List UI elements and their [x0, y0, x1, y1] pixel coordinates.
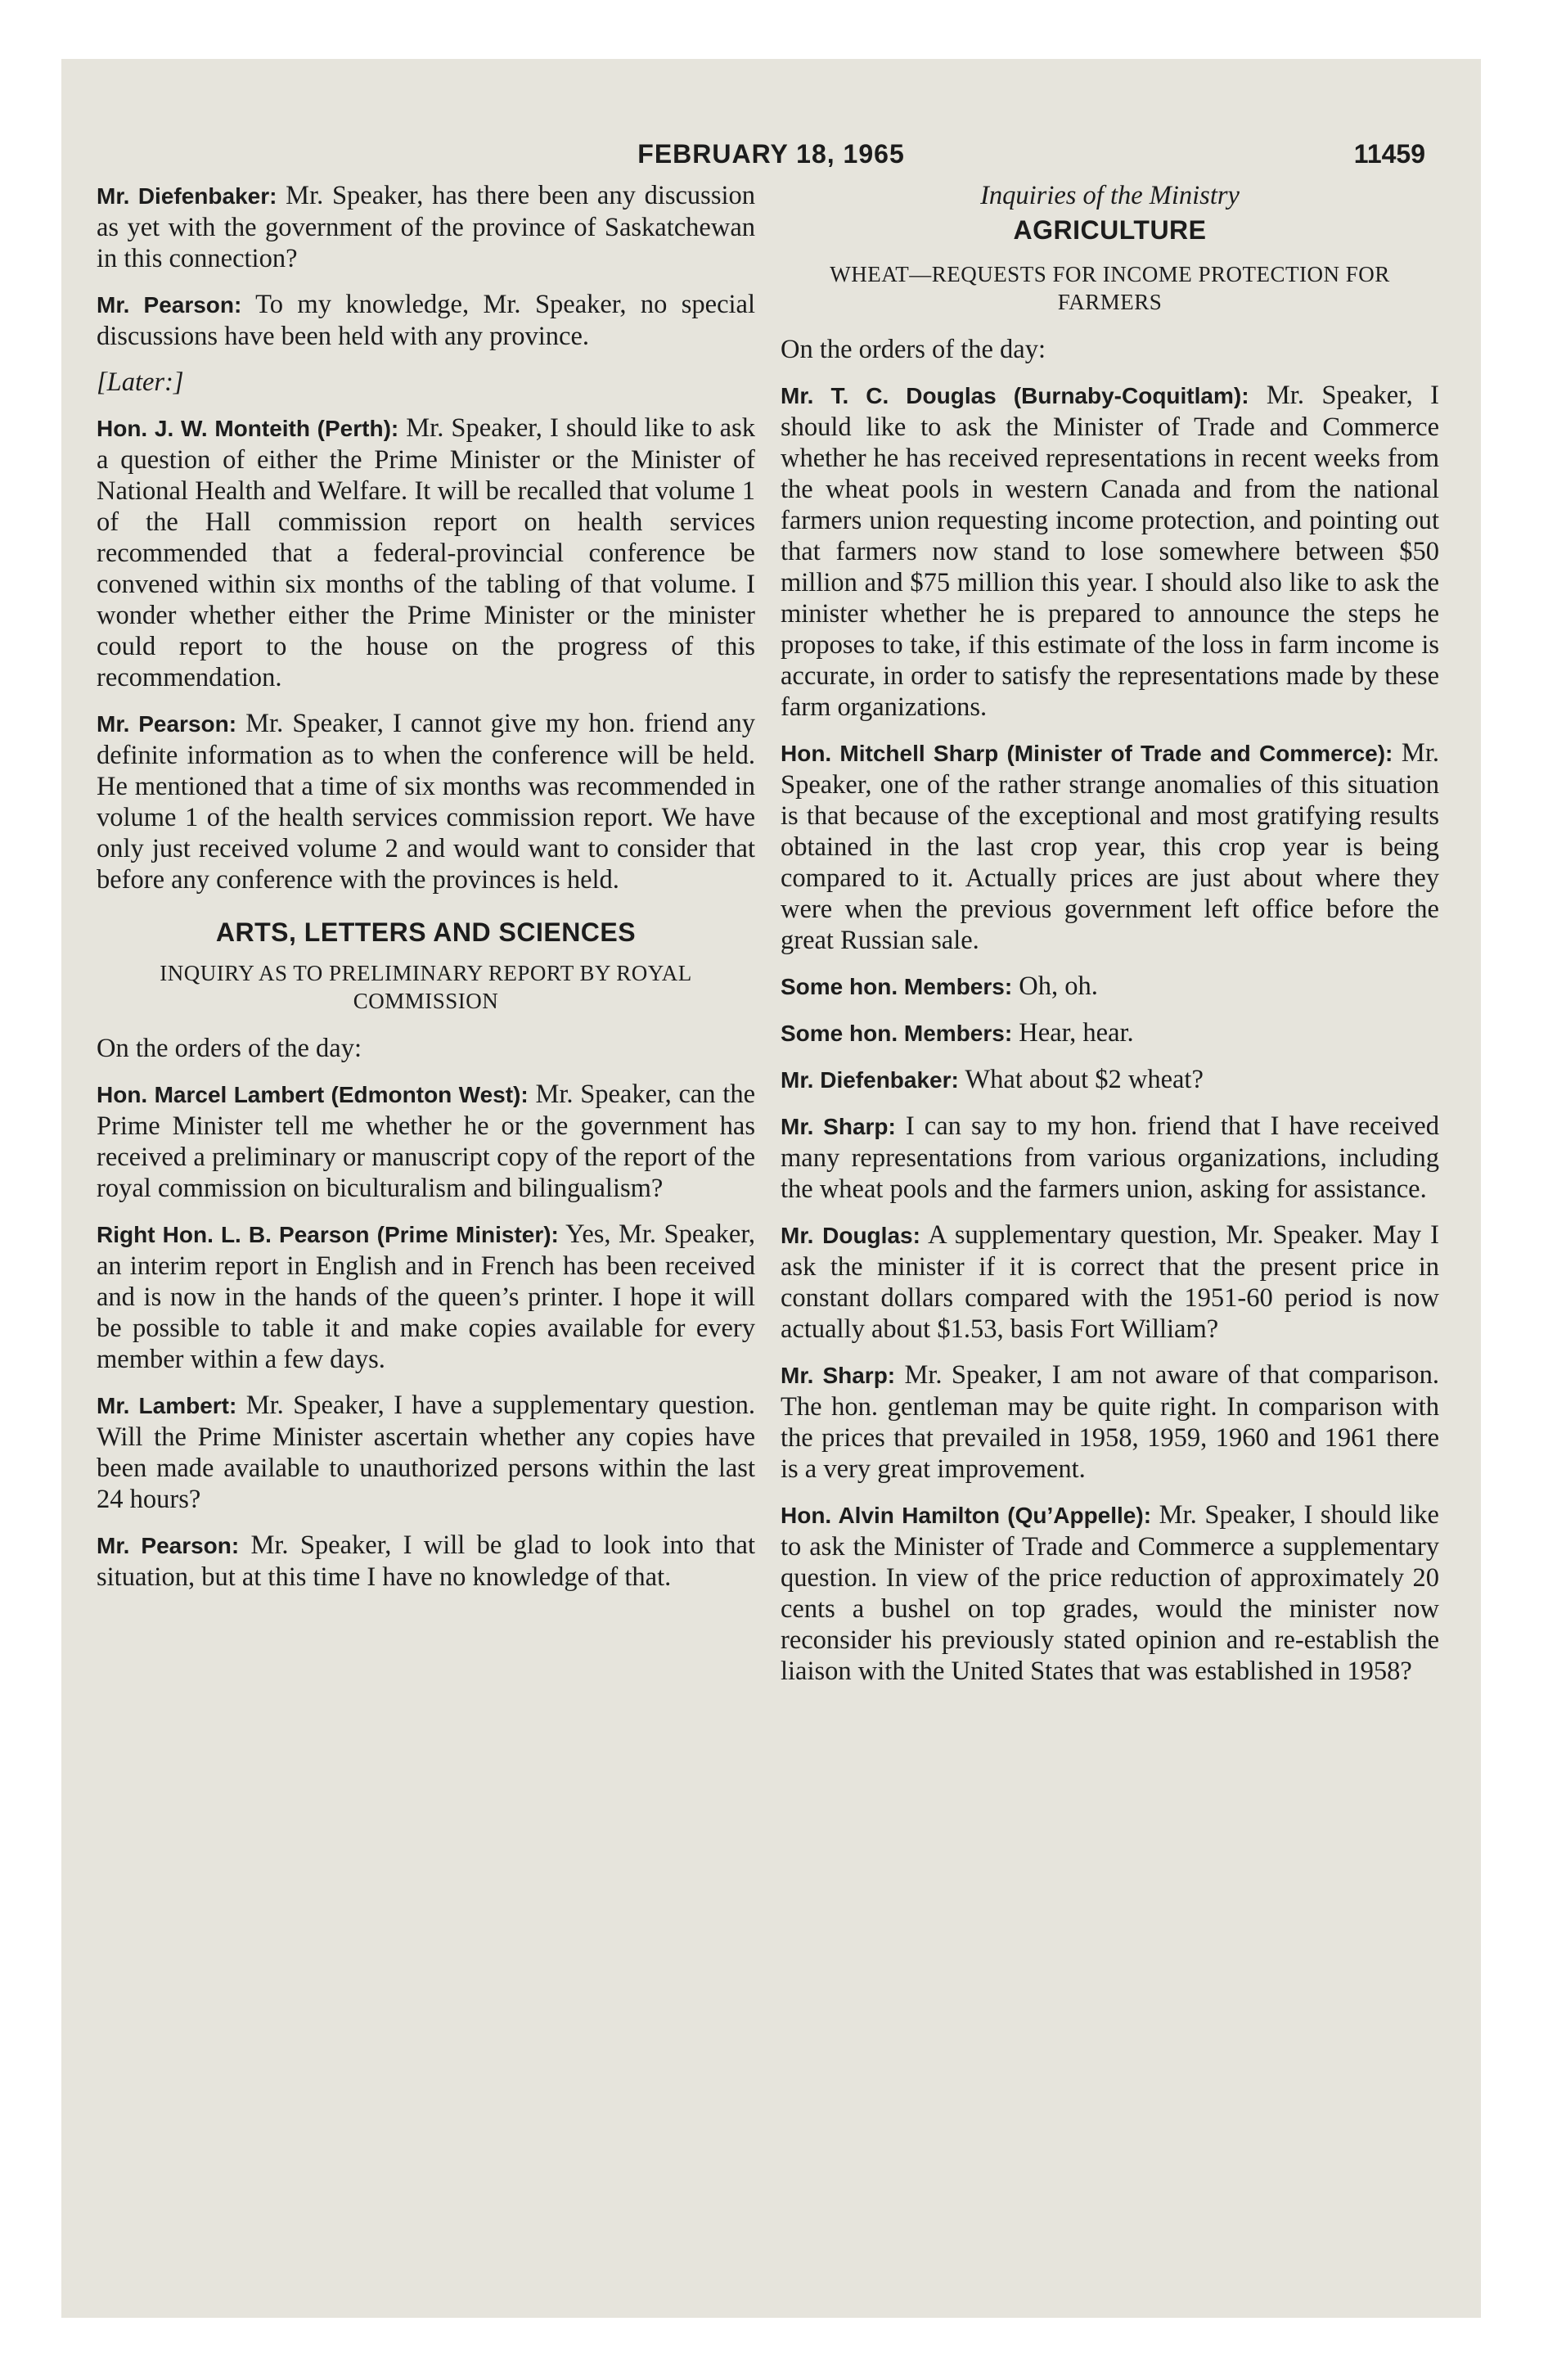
speaker-name: Mr. T. C. Douglas (Burnaby-Coquitlam): [781, 383, 1249, 408]
paragraph [97, 412, 755, 693]
paragraph [781, 737, 1439, 956]
speaker-name: Mr. Sharp: [781, 1363, 896, 1388]
paragraph-text: Mr. Speaker, I cannot give my hon. friend any definite information as to when the conference will be held. He mentioned that a time of six months was recommended in volume 1 of the health services commission report. We have only just received volume 2 and would want to consider that before any conference with the provinces is held. [97, 709, 755, 895]
later-marker: [Later:] [97, 367, 184, 397]
paragraph-text: Mr. Speaker, I should like to ask the Minister of Trade and Commerce whether he has received representations in recent weeks from the wheat pools in western Canada and from the national farmers union requesting income protection, and pointing out that farmers now stand to lose somewhere between $50 million and $75 million this year. I should also like to ask the minister whether he is prepared to announce the steps he proposes to take, if this estimate of the loss in farm income is accurate, in order to satisfy the representations made by these farm organizations. [781, 381, 1440, 722]
page-number: 11459 [1353, 139, 1425, 169]
paragraph-text: Mr. Speaker, I should like to ask a question of either the Prime Minister or the Minister of National Health and Welfare. It will be recalled that volume 1 of the Hall commission report on health services recommended that a federal-provincial conference be convened within six months of the tabling of that volume. I wonder whether either the Prime Minister or the minister could report to the house on the progress of this recommendation. [97, 413, 755, 692]
paragraph-text: Mr. Speaker, I should like to ask the Minister of Trade and Commerce a supplementary question. In view of the price reduction of approximately 20 cents a bushel on top grades, would the minister now reconsider his previously stated opinion and re-establish the liaison with the United States that was established in 1958? [781, 1500, 1439, 1686]
paragraph [97, 1530, 755, 1593]
section-heading: ARTS, LETTERS AND SCIENCES [215, 917, 637, 947]
paragraph-text: A supplementary question, Mr. Speaker. May I ask the minister if it is correct that the present price in constant dollars compared with the 1951-60 period is now actually about $1.53, basis Fort William? [781, 1220, 1439, 1344]
paragraph-text: Yes, Mr. Speaker, an interim report in English and in French has been received and is now in the hands of the queen’s printer. I hope it will be possible to table it and make copies available for every member within a few days. [97, 1219, 755, 1374]
section-subheading: WHEAT—REQUESTS FOR INCOME PROTECTION FOR FARMERS [830, 262, 1390, 314]
section-heading: AGRICULTURE [1013, 215, 1207, 245]
paragraph [781, 1359, 1439, 1485]
page-date: FEBRUARY 18, 1965 [637, 139, 905, 169]
paragraph [781, 380, 1439, 723]
speaker-name: Hon. Marcel Lambert (Edmonton West): [97, 1082, 529, 1107]
paragraph [781, 1499, 1439, 1687]
speaker-name: Mr. Pearson: [97, 711, 237, 737]
orders-of-the-day: On the orders of the day: [781, 335, 1046, 364]
paragraph-text: Mr. Speaker, one of the rather strange anomalies of this situation is that because of the exceptional and most gratifying results obtained in the last crop year, this crop year is being compared to it. Actually prices are just about where they were when the previous government left office before the great Russian sale. [781, 738, 1439, 955]
paragraph-text: Mr. Speaker, has there been any discussion as yet with the government of the province of Saskatchewan in this connection? [97, 181, 755, 273]
speaker-name: Mr. Sharp: [781, 1114, 896, 1139]
speaker-name: Hon. Mitchell Sharp (Minister of Trade and Commerce): [781, 741, 1393, 766]
speaker-name: Mr. Lambert: [97, 1393, 237, 1418]
speaker-name: Hon. Alvin Hamilton (Qu’Appelle): [781, 1503, 1152, 1528]
paragraph [781, 971, 1439, 1003]
speaker-name: Mr. Pearson: [97, 292, 242, 318]
document-page [61, 59, 1481, 2318]
speaker-name: Mr. Pearson: [97, 1533, 240, 1558]
speaker-name: Some hon. Members: [781, 974, 1013, 999]
paragraph-text: To my knowledge, Mr. Speaker, no special discussions have been held with any province. [97, 290, 755, 351]
running-head: Inquiries of the Ministry [980, 181, 1240, 210]
section-subheading: INQUIRY AS TO PRELIMINARY REPORT BY ROYAL COMMISSION [160, 961, 692, 1013]
paragraph [97, 289, 755, 352]
paragraph-text: Mr. Speaker, I am not aware of that comparison. The hon. gentleman may be quite right. In comparison with the prices that prevailed in 1958, 1959, 1960 and 1961 there is a very great improvement. [781, 1360, 1439, 1484]
paragraph-text: Oh, oh. [1012, 971, 1098, 1001]
speaker-name: Hon. J. W. Monteith (Perth): [97, 416, 399, 441]
paragraph-text: Mr. Speaker, I have a supplementary question. Will the Prime Minister ascertain whether any copies have been made available to unauthorized persons within the last 24 hours? [97, 1391, 755, 1514]
right-column [781, 180, 1439, 1702]
speaker-name: Mr. Douglas: [781, 1223, 920, 1248]
paragraph [781, 1111, 1439, 1205]
paragraph-text: What about $2 wheat? [958, 1065, 1204, 1094]
left-column [97, 180, 755, 1607]
speaker-name: Right Hon. L. B. Pearson (Prime Minister): [97, 1222, 559, 1247]
paragraph [97, 1219, 755, 1375]
paragraph-text: Mr. Speaker, can the Prime Minister tell me whether he or the government has received a preliminary or manuscript copy of the report of the royal commission on biculturalism and bilingualism? [97, 1080, 755, 1203]
paragraph [781, 1017, 1439, 1049]
paragraph [781, 1219, 1439, 1345]
paragraph [781, 1064, 1439, 1096]
paragraph [97, 1390, 755, 1515]
paragraph-text: Mr. Speaker, I will be glad to look into that situation, but at this time I have no knowledge of that. [97, 1530, 755, 1592]
paragraph [97, 1079, 755, 1204]
speaker-name: Some hon. Members: [781, 1021, 1013, 1046]
speaker-name: Mr. Diefenbaker: [781, 1067, 959, 1093]
paragraph-text: I can say to my hon. friend that I have received many representations from various organizations, including the wheat pools and the farmers union, asking for assistance. [781, 1111, 1439, 1204]
speaker-name: Mr. Diefenbaker: [97, 183, 277, 209]
orders-of-the-day: On the orders of the day: [97, 1034, 362, 1063]
paragraph [97, 708, 755, 895]
paragraph-text: Hear, hear. [1012, 1018, 1134, 1048]
paragraph [97, 180, 755, 274]
